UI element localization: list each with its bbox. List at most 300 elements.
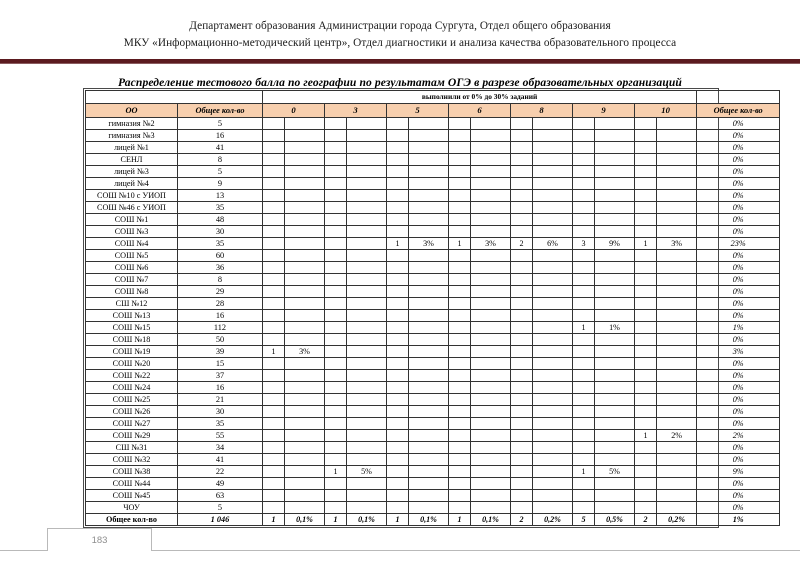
cell-score-5-count	[387, 454, 409, 466]
cell-row-total-percent: 0%	[697, 406, 780, 418]
cell-score-9-count	[573, 154, 595, 166]
cell-organization-name: СОШ №20	[86, 358, 178, 370]
cell-score-5-count: 1	[387, 514, 409, 526]
cell-score-5-count	[387, 118, 409, 130]
cell-score-3-percent	[347, 154, 387, 166]
cell-score-6-percent	[471, 442, 511, 454]
cell-score-0-count	[263, 286, 285, 298]
cell-organization-name: СОШ №38	[86, 466, 178, 478]
cell-score-9-percent	[595, 370, 635, 382]
cell-score-5-percent	[409, 190, 449, 202]
cell-score-3-count	[325, 154, 347, 166]
cell-score-3-percent	[347, 250, 387, 262]
cell-score-8-percent	[533, 286, 573, 298]
cell-score-10-percent	[657, 274, 697, 286]
cell-score-5-count	[387, 226, 409, 238]
cell-score-9-percent	[595, 178, 635, 190]
cell-total-count: 21	[178, 394, 263, 406]
cell-score-8-percent	[533, 502, 573, 514]
cell-organization-name: СОШ №13	[86, 310, 178, 322]
cell-score-10-count	[635, 154, 657, 166]
cell-score-6-percent	[471, 322, 511, 334]
cell-organization-name: СОШ №3	[86, 226, 178, 238]
cell-score-0-count	[263, 274, 285, 286]
cell-score-8-count	[511, 334, 533, 346]
cell-organization-name: СОШ №44	[86, 478, 178, 490]
cell-total-count: 15	[178, 358, 263, 370]
cell-score-9-count	[573, 250, 595, 262]
cell-score-9-percent	[595, 226, 635, 238]
cell-score-3-percent	[347, 178, 387, 190]
cell-organization-name: СЕНЛ	[86, 154, 178, 166]
cell-score-9-percent	[595, 166, 635, 178]
cell-score-9-count	[573, 490, 595, 502]
cell-score-9-count	[573, 394, 595, 406]
page-title: Распределение тестового балла по географии по результатам ОГЭ в разрезе образовательных организаций	[118, 76, 682, 89]
cell-row-total-percent: 0%	[697, 154, 780, 166]
cell-row-total-percent: 0%	[697, 394, 780, 406]
cell-score-5-count: 1	[387, 238, 409, 250]
cell-score-0-count	[263, 358, 285, 370]
header-line-2: МКУ «Информационно-методический центр», Отдел диагностики и анализа качества образовательного процесса	[123, 37, 677, 49]
cell-score-8-percent	[533, 178, 573, 190]
cell-score-0-count	[263, 430, 285, 442]
cell-score-0-percent	[285, 202, 325, 214]
cell-score-3-count	[325, 346, 347, 358]
cell-total-count: 49	[178, 478, 263, 490]
cell-total-count: 5	[178, 118, 263, 130]
cell-score-5-percent	[409, 286, 449, 298]
cell-organization-name: СОШ №7	[86, 274, 178, 286]
cell-score-5-percent	[409, 298, 449, 310]
cell-score-8-percent	[533, 322, 573, 334]
cell-score-8-percent	[533, 250, 573, 262]
cell-score-6-percent	[471, 142, 511, 154]
cell-score-6-count	[449, 382, 471, 394]
table-row	[86, 370, 780, 382]
cell-score-6-percent	[471, 478, 511, 490]
cell-score-8-percent	[533, 166, 573, 178]
cell-total-count: 35	[178, 418, 263, 430]
cell-score-3-percent	[347, 478, 387, 490]
cell-total-count: 8	[178, 154, 263, 166]
cell-score-3-percent	[347, 286, 387, 298]
cell-score-9-percent	[595, 478, 635, 490]
cell-score-3-count	[325, 250, 347, 262]
cell-score-6-count	[449, 334, 471, 346]
table-row	[86, 322, 780, 334]
cell-score-0-count	[263, 166, 285, 178]
cell-score-5-percent: 3%	[409, 238, 449, 250]
cell-score-8-count	[511, 262, 533, 274]
cell-score-3-count	[325, 334, 347, 346]
cell-score-5-percent	[409, 202, 449, 214]
cell-score-10-count	[635, 406, 657, 418]
cell-score-10-count	[635, 226, 657, 238]
cell-score-0-count	[263, 154, 285, 166]
cell-score-10-percent	[657, 286, 697, 298]
cell-score-3-count	[325, 430, 347, 442]
cell-score-3-count	[325, 406, 347, 418]
table-row	[86, 190, 780, 202]
cell-score-0-percent	[285, 214, 325, 226]
cell-score-10-percent	[657, 334, 697, 346]
cell-score-5-percent	[409, 358, 449, 370]
column-header-oo: ОО	[86, 104, 178, 118]
cell-total-count: 50	[178, 334, 263, 346]
cell-row-total-percent: 0%	[697, 418, 780, 430]
cell-score-6-percent	[471, 334, 511, 346]
cell-score-0-count	[263, 118, 285, 130]
table-row	[86, 418, 780, 430]
cell-organization-name: ЧОУ	[86, 502, 178, 514]
cell-score-5-count	[387, 286, 409, 298]
cell-score-9-count	[573, 274, 595, 286]
column-header-score-8: 8	[511, 104, 573, 118]
cell-score-0-count	[263, 214, 285, 226]
cell-score-3-count	[325, 178, 347, 190]
cell-score-5-count	[387, 250, 409, 262]
cell-score-8-count	[511, 250, 533, 262]
cell-score-9-count	[573, 166, 595, 178]
cell-score-10-count	[635, 478, 657, 490]
cell-score-0-count	[263, 490, 285, 502]
cell-total-count: 48	[178, 214, 263, 226]
cell-score-10-percent	[657, 178, 697, 190]
cell-score-3-percent	[347, 310, 387, 322]
cell-score-6-percent	[471, 430, 511, 442]
page-footer	[0, 528, 800, 566]
cell-score-10-count: 1	[635, 238, 657, 250]
table-row	[86, 118, 780, 130]
cell-row-total-percent: 0%	[697, 274, 780, 286]
cell-score-6-count	[449, 166, 471, 178]
cell-score-3-count	[325, 238, 347, 250]
cell-score-6-percent	[471, 502, 511, 514]
cell-score-5-count	[387, 142, 409, 154]
cell-score-3-percent	[347, 430, 387, 442]
cell-score-0-percent	[285, 442, 325, 454]
cell-score-8-count	[511, 202, 533, 214]
cell-score-8-percent	[533, 406, 573, 418]
cell-score-6-count	[449, 310, 471, 322]
cell-score-9-percent	[595, 382, 635, 394]
cell-score-6-count	[449, 178, 471, 190]
cell-row-total-percent: 0%	[697, 142, 780, 154]
cell-score-9-percent	[595, 490, 635, 502]
cell-score-5-percent	[409, 166, 449, 178]
cell-total-count: 5	[178, 166, 263, 178]
cell-score-5-count	[387, 418, 409, 430]
cell-row-total-percent: 0%	[697, 442, 780, 454]
cell-score-9-percent	[595, 142, 635, 154]
cell-score-8-percent	[533, 478, 573, 490]
cell-score-0-count	[263, 502, 285, 514]
cell-score-6-percent	[471, 466, 511, 478]
cell-score-9-count	[573, 262, 595, 274]
cell-score-3-percent	[347, 490, 387, 502]
cell-score-9-count	[573, 334, 595, 346]
table-caption: выполнили от 0% до 30% заданий	[263, 91, 697, 104]
table-caption-row	[86, 91, 780, 104]
cell-row-total-percent: 0%	[697, 490, 780, 502]
cell-score-5-count	[387, 262, 409, 274]
cell-score-8-count	[511, 322, 533, 334]
cell-score-3-percent	[347, 130, 387, 142]
column-header-row-total: Общее кол-во	[697, 104, 780, 118]
cell-score-3-count	[325, 322, 347, 334]
cell-score-9-count	[573, 358, 595, 370]
cell-score-0-count	[263, 238, 285, 250]
cell-score-9-percent	[595, 190, 635, 202]
cell-score-10-count	[635, 166, 657, 178]
cell-score-3-count	[325, 310, 347, 322]
cell-score-8-count	[511, 310, 533, 322]
cell-score-8-percent	[533, 358, 573, 370]
cell-score-9-count	[573, 142, 595, 154]
cell-score-9-count: 1	[573, 466, 595, 478]
cell-row-total-percent: 0%	[697, 298, 780, 310]
column-header-total-count: Общее кол-во	[178, 104, 263, 118]
table-row	[86, 226, 780, 238]
cell-score-5-percent	[409, 142, 449, 154]
cell-score-6-percent	[471, 490, 511, 502]
cell-score-3-count	[325, 202, 347, 214]
cell-total-count: 22	[178, 466, 263, 478]
cell-score-5-count	[387, 358, 409, 370]
cell-score-8-count	[511, 286, 533, 298]
table-row	[86, 454, 780, 466]
cell-score-8-count	[511, 394, 533, 406]
cell-total-count: 37	[178, 370, 263, 382]
cell-score-0-percent	[285, 274, 325, 286]
cell-score-3-percent	[347, 454, 387, 466]
table-row	[86, 406, 780, 418]
cell-score-8-percent	[533, 442, 573, 454]
cell-score-0-count	[263, 418, 285, 430]
table-row	[86, 262, 780, 274]
cell-score-10-percent	[657, 478, 697, 490]
cell-row-total-percent: 0%	[697, 334, 780, 346]
cell-score-9-percent	[595, 346, 635, 358]
cell-score-10-percent	[657, 466, 697, 478]
cell-score-5-count	[387, 274, 409, 286]
cell-score-5-count	[387, 202, 409, 214]
cell-score-0-percent	[285, 334, 325, 346]
cell-score-9-percent	[595, 118, 635, 130]
cell-score-5-percent	[409, 442, 449, 454]
cell-total-count: 112	[178, 322, 263, 334]
cell-score-5-count	[387, 166, 409, 178]
cell-score-6-percent	[471, 382, 511, 394]
cell-score-0-count	[263, 262, 285, 274]
cell-score-10-percent	[657, 418, 697, 430]
cell-score-5-count	[387, 406, 409, 418]
distribution-table-zone	[83, 88, 763, 528]
cell-score-9-count: 3	[573, 238, 595, 250]
cell-score-3-percent	[347, 142, 387, 154]
cell-score-8-count	[511, 382, 533, 394]
cell-score-10-count	[635, 262, 657, 274]
cell-score-10-percent	[657, 214, 697, 226]
cell-score-0-percent	[285, 490, 325, 502]
cell-score-10-percent	[657, 490, 697, 502]
cell-score-0-percent	[285, 130, 325, 142]
cell-score-10-percent	[657, 382, 697, 394]
cell-score-5-percent	[409, 430, 449, 442]
cell-row-total-percent: 0%	[697, 202, 780, 214]
cell-score-10-count	[635, 454, 657, 466]
cell-score-8-count	[511, 466, 533, 478]
cell-score-9-count	[573, 286, 595, 298]
cell-total-count: 1 046	[178, 514, 263, 526]
cell-total-count: 41	[178, 454, 263, 466]
cell-score-0-percent	[285, 358, 325, 370]
cell-score-0-percent	[285, 478, 325, 490]
cell-score-9-count	[573, 430, 595, 442]
cell-score-6-count	[449, 418, 471, 430]
cell-score-10-percent	[657, 142, 697, 154]
table-row	[86, 442, 780, 454]
cell-score-9-percent	[595, 154, 635, 166]
cell-score-5-count	[387, 430, 409, 442]
cell-score-5-count	[387, 214, 409, 226]
cell-total-count: 29	[178, 286, 263, 298]
cell-score-0-count	[263, 142, 285, 154]
cell-score-8-count	[511, 478, 533, 490]
cell-row-total-percent: 0%	[697, 250, 780, 262]
cell-organization-name: СОШ №24	[86, 382, 178, 394]
cell-score-3-percent	[347, 190, 387, 202]
cell-total-count: 9	[178, 178, 263, 190]
cell-score-5-count	[387, 322, 409, 334]
cell-score-3-count	[325, 418, 347, 430]
cell-score-0-percent	[285, 298, 325, 310]
cell-score-10-count	[635, 442, 657, 454]
cell-score-8-count	[511, 406, 533, 418]
cell-score-0-count	[263, 298, 285, 310]
cell-total-count: 8	[178, 274, 263, 286]
cell-score-9-percent	[595, 394, 635, 406]
cell-score-0-percent	[285, 154, 325, 166]
cell-score-6-count	[449, 274, 471, 286]
cell-score-6-percent	[471, 190, 511, 202]
table-row	[86, 382, 780, 394]
cell-organization-name: СОШ №29	[86, 430, 178, 442]
cell-score-10-percent	[657, 394, 697, 406]
cell-score-10-count	[635, 310, 657, 322]
cell-score-3-count	[325, 370, 347, 382]
cell-score-3-count	[325, 442, 347, 454]
cell-score-5-count	[387, 178, 409, 190]
cell-score-3-percent	[347, 166, 387, 178]
cell-score-8-count	[511, 298, 533, 310]
table-row	[86, 502, 780, 514]
cell-score-3-count	[325, 502, 347, 514]
cell-score-5-percent	[409, 418, 449, 430]
cell-score-8-percent	[533, 490, 573, 502]
cell-score-5-percent	[409, 262, 449, 274]
cell-organization-name: СОШ №22	[86, 370, 178, 382]
cell-score-6-percent	[471, 202, 511, 214]
cell-score-5-count	[387, 154, 409, 166]
cell-score-8-count	[511, 442, 533, 454]
cell-score-3-percent	[347, 442, 387, 454]
cell-total-count: 60	[178, 250, 263, 262]
cell-organization-name: СОШ №19	[86, 346, 178, 358]
cell-score-9-percent	[595, 406, 635, 418]
cell-score-10-percent	[657, 502, 697, 514]
cell-score-8-count	[511, 178, 533, 190]
cell-score-5-percent	[409, 322, 449, 334]
table-row	[86, 166, 780, 178]
cell-score-8-percent	[533, 418, 573, 430]
cell-row-total-percent: 0%	[697, 358, 780, 370]
cell-score-8-percent	[533, 466, 573, 478]
cell-row-total-percent: 1%	[697, 514, 780, 526]
cell-score-10-count	[635, 250, 657, 262]
cell-row-total-percent: 0%	[697, 178, 780, 190]
cell-score-5-percent	[409, 370, 449, 382]
cell-row-total-percent: 0%	[697, 166, 780, 178]
cell-score-6-count	[449, 298, 471, 310]
table-row	[86, 214, 780, 226]
table-row	[86, 394, 780, 406]
cell-score-8-count	[511, 154, 533, 166]
column-header-score-5: 5	[387, 104, 449, 118]
cell-score-6-count	[449, 154, 471, 166]
cell-score-6-percent	[471, 394, 511, 406]
distribution-table	[85, 90, 780, 526]
cell-score-9-count	[573, 214, 595, 226]
header-line-1: Департамент образования Администрации города Сургута, Отдел общего образования	[189, 20, 611, 32]
cell-row-total-percent: 0%	[697, 502, 780, 514]
cell-score-5-count	[387, 478, 409, 490]
cell-score-3-count	[325, 298, 347, 310]
cell-score-0-percent	[285, 250, 325, 262]
cell-score-8-percent	[533, 274, 573, 286]
table-row	[86, 142, 780, 154]
table-row	[86, 286, 780, 298]
cell-score-10-count	[635, 202, 657, 214]
cell-score-10-count	[635, 394, 657, 406]
cell-score-3-percent	[347, 358, 387, 370]
table-row	[86, 130, 780, 142]
cell-score-10-percent: 0,2%	[657, 514, 697, 526]
cell-score-10-percent	[657, 154, 697, 166]
cell-score-5-percent	[409, 178, 449, 190]
cell-score-8-percent	[533, 334, 573, 346]
cell-score-5-percent	[409, 466, 449, 478]
cell-score-8-percent	[533, 130, 573, 142]
cell-score-9-count	[573, 346, 595, 358]
table-row	[86, 238, 780, 250]
cell-score-6-percent	[471, 298, 511, 310]
cell-score-8-count	[511, 370, 533, 382]
cell-score-3-percent	[347, 334, 387, 346]
cell-organization-name: гимназия №2	[86, 118, 178, 130]
cell-score-5-percent	[409, 502, 449, 514]
cell-row-total-percent: 2%	[697, 430, 780, 442]
cell-score-8-count	[511, 454, 533, 466]
table-row	[86, 310, 780, 322]
cell-score-10-count	[635, 466, 657, 478]
cell-total-count: 13	[178, 190, 263, 202]
cell-score-6-count	[449, 406, 471, 418]
cell-score-10-count	[635, 334, 657, 346]
cell-organization-name: СОШ №4	[86, 238, 178, 250]
cell-score-10-count	[635, 322, 657, 334]
